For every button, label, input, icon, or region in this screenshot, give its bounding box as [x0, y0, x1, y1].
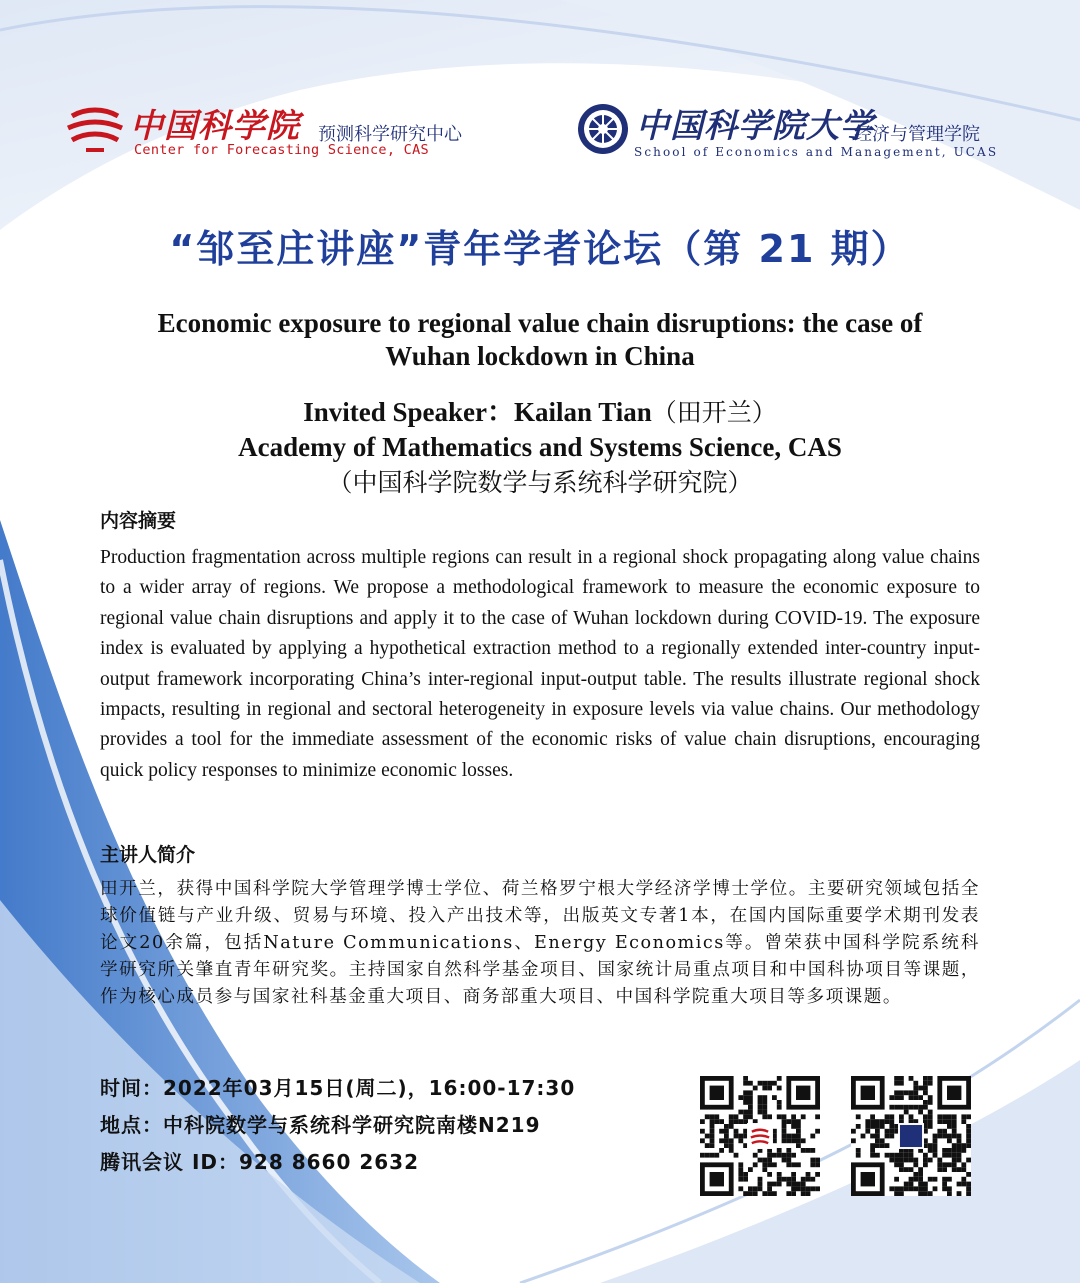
ucas-seal-icon: [576, 102, 630, 156]
talk-title: Economic exposure to regional value chain disruptions: the case of Wuhan lockdown in China: [157, 308, 923, 371]
ucas-sem-logo: [576, 100, 1006, 166]
qr-code-icon: [700, 1076, 820, 1196]
qr-code-left[interactable]: [700, 1076, 820, 1196]
speaker-name-cn: （田开兰）: [651, 398, 777, 427]
speaker-block: [90, 395, 990, 500]
abstract-text: Production fragmentation across multiple regions can result in a regional shock propagating along value chains to a wider array of regions. We propose a methodological framework to measure the economic exposure to regional value chain disruptions and apply it to the case of Wuhan lockdown during COVID-19. The exposure index is evaluated by applying a hypothetical extraction method to a regionally extended inter-country input-output framework incorporating China’s inter-regional input-output table. The results illustrate regional shock impacts, resulting in regional and sectoral heterogeneity in exposure levels via value chains. Our methodology provides a tool for the immediate assessment of the economic risks of value chain disruptions, encouraging quick policy responses to minimize economic losses.: [100, 547, 980, 781]
event-time: 时间：2022年03月15日(周二)，16:00-17:30: [100, 1076, 576, 1100]
left-logo-name-en: Center for Forecasting Science, CAS: [134, 142, 429, 158]
affiliation-en: Academy of Mathematics and Systems Science, CAS: [238, 432, 842, 462]
forecasting-center-emblem-icon: [66, 106, 124, 152]
speaker-label: Invited Speaker：: [303, 397, 514, 427]
speaker-name: Kailan Tian: [513, 397, 652, 427]
speaker-line: [90, 395, 990, 430]
left-logo-name-cn: 中国科学院: [130, 106, 300, 145]
forum-title: “邹至庄讲座”青年学者论坛（第 21 期）: [169, 227, 911, 271]
right-logo-name-en: School of Economics and Management, UCAS: [634, 145, 999, 159]
qr-code-icon: [851, 1076, 971, 1196]
right-logo-name-cn: 中国科学院大学: [636, 106, 874, 145]
event-place: 地点：中科院数学与系统科学研究院南楼N219: [100, 1113, 541, 1137]
event-info: [100, 1070, 660, 1181]
right-logo-sub-cn: 经济与管理学院: [854, 124, 980, 145]
bio-heading: 主讲人简介: [100, 844, 196, 866]
event-meeting-id: 腾讯会议 ID：928 8660 2632: [100, 1150, 420, 1174]
affiliation-cn: （中国科学院数学与系统科学研究院）: [327, 468, 753, 497]
forecasting-center-logo: [66, 100, 486, 166]
abstract-heading: 内容摘要: [100, 510, 177, 532]
left-logo-sub-cn: 预测科学研究中心: [318, 124, 462, 145]
bio-text: 田开兰，获得中国科学院大学管理学博士学位、荷兰格罗宁根大学经济学博士学位。主要研究领域包括全球价值链与产业升级、贸易与环境、投入产出技术等，出版英文专著1本，在国内国际重要学术期刊发表论文20余篇，包括Nature Communications、Energy Economics等。曾荣获中国科学院系统科学研究所关肇直青年研究奖。主持国家自然科学基金项目、国家统计局重点项目和中国科协项目等课题，作为核心成员参与国家社科基金重大项目、商务部重大项目、中国科学院重大项目等多项课题。: [100, 879, 980, 1007]
qr-code-right[interactable]: [851, 1076, 971, 1196]
